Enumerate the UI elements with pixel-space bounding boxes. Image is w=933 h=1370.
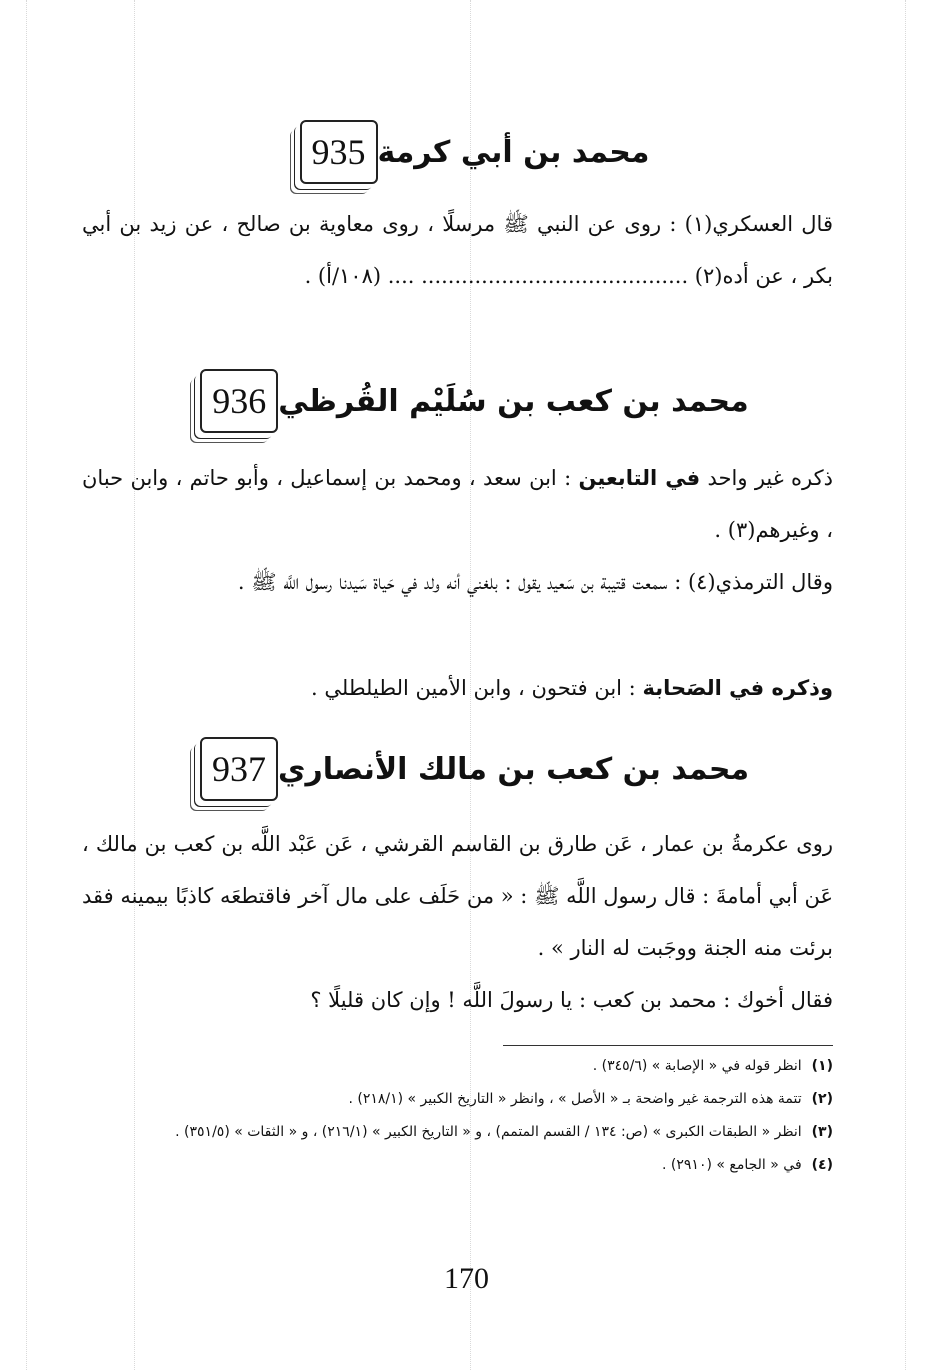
- entry-title: محمد بن أبي كرمة: [377, 134, 650, 170]
- scan-guide-line: [905, 0, 906, 1370]
- footnote-number: (٢): [811, 1091, 833, 1107]
- entry-paragraph: روى عكرمةُ بن عمار ، عَن طارق بن القاسم القرشي ، عَن عَبْد اللَّه بن كعب بن مالك ، عَن أبي أمامةَ : قال رسول اللَّه ﷺ : « من حَلَف على مال آخر فاقتطعَه كاذبًا بيمينه فقد برئت منه الجنة ووجَبت له النار » .: [82, 832, 833, 960]
- entry-number-badge: 937: [200, 737, 278, 801]
- entry-paragraph: [82, 662, 833, 714]
- entry-title: محمد بن كعب بن مالك الأنصاري: [277, 751, 750, 787]
- paragraph-bold-text: وذكره في الصَحابة: [642, 676, 833, 700]
- footnote-text: انظر قوله في « الإصابة » (٣٤٥/٦) .: [592, 1058, 802, 1074]
- footnote: [82, 1050, 833, 1083]
- footnote: [82, 1149, 833, 1182]
- footnote-number: (٤): [811, 1157, 833, 1173]
- footnote-number: (٣): [811, 1124, 833, 1140]
- entry-paragraph: قال العسكري(١) : روى عن النبي ﷺ مرسلًا ، روى معاوية بن صالح ، عن زيد بن أبي بكر ، عن أده(٢) ........................................ .... (١٠٨/أ) .: [82, 212, 833, 288]
- footnote-text: تتمة هذه الترجمة غير واضحة بـ « الأصل » ، وانظر « التاريخ الكبير » (٢١٨/١) .: [348, 1091, 802, 1107]
- paragraph-text: : ابن فتحون ، وابن الأمين الطيلطلي .: [311, 676, 636, 700]
- footnote-text: انظر « الطبقات الكبرى » (ص: ١٣٤ / القسم المتمم) ، و « التاريخ الكبير » (٢١٦/١) ، و « الثقات » (٣٥١/٥) .: [175, 1124, 802, 1140]
- entry-heading-935: [0, 117, 933, 187]
- entry-paragraph: فقال أخوك : محمد بن كعب : يا رسولَ اللَّه ! وإن كان قليلًا ؟: [310, 988, 833, 1012]
- footnote-number: (١): [811, 1058, 833, 1074]
- paragraph-bold-text: في التابعين: [578, 466, 701, 490]
- entry-paragraph: وقال الترمذي(٤) : سمعت قتيبة بن سَعيد يقول : بلغني أنه ولد في حَياة سَيدنا رسول اللَّه ﷺ .: [237, 570, 833, 594]
- entry-heading-937: [0, 734, 933, 804]
- scan-guide-line: [26, 0, 27, 1370]
- footnote: [82, 1116, 833, 1149]
- footnotes: [82, 1050, 833, 1182]
- paragraph-text: ذكره غير واحد: [707, 466, 833, 490]
- footnote-text: في « الجامع » (٢٩١٠) .: [662, 1157, 802, 1173]
- footnote: [82, 1083, 833, 1116]
- page-number: 170: [444, 1262, 489, 1295]
- entry-paragraph: [82, 452, 833, 556]
- paragraph-text: : ابن سعد ، ومحمد بن إسماعيل ، وأبو حاتم ، وابن حبان ، وغيرهم(٣) .: [82, 466, 833, 542]
- entry-number-badge: 936: [200, 369, 278, 433]
- footnote-divider: [503, 1045, 833, 1046]
- entry-number-badge: 935: [300, 120, 378, 184]
- entry-heading-936: [0, 366, 933, 436]
- entry-title: محمد بن كعب بن سُلَيْم القُرظي: [278, 383, 749, 419]
